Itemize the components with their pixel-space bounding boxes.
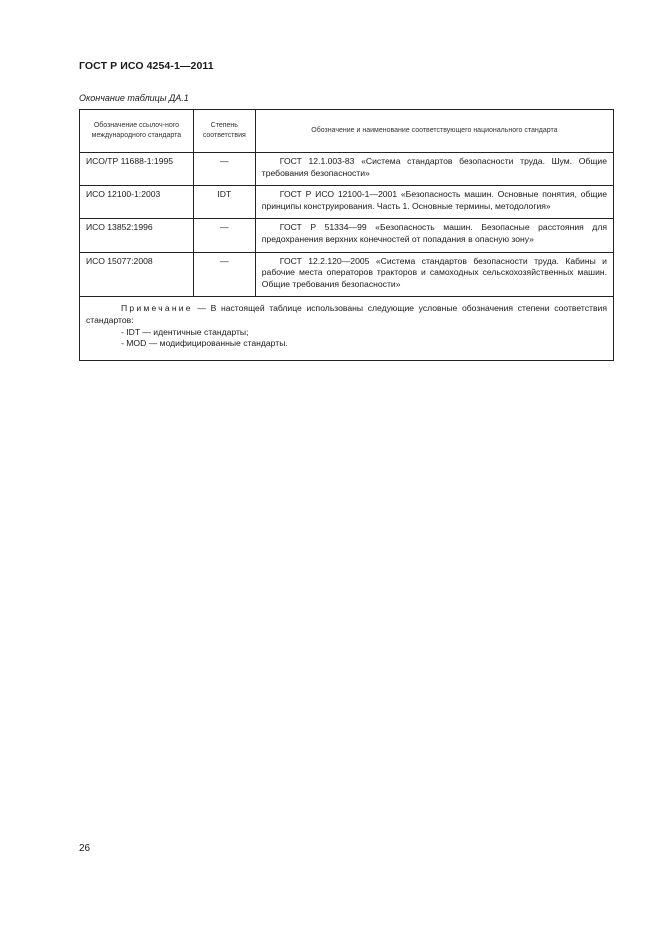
national-standard-cell: ГОСТ Р ИСО 12100-1—2001 «Безопасность машин. Основные понятия, общие принципы конструирования. Часть 1. Основные термины, методология» <box>255 186 613 219</box>
note-item-idt: - IDT — идентичные стандарты; <box>121 326 249 337</box>
table-row <box>80 153 614 186</box>
note-item-mod: - MOD — модифицированные стандарты. <box>121 338 288 349</box>
note-text: — В настоящей таблице использованы следующие условные обозначения степени соответствия стандартов: <box>86 303 607 325</box>
table-header-row <box>80 110 614 153</box>
document-header: ГОСТ Р ИСО 4254-1—2011 <box>79 60 214 72</box>
international-standard-cell: ИСО/ТР 11688-1:1995 <box>80 153 194 186</box>
national-standard-cell: ГОСТ Р 51334—99 «Безопасность машин. Безопасные расстояния для предохранения верхних конечностей от попадания в опасную зону» <box>255 219 613 252</box>
table-caption: Окончание таблицы ДА.1 <box>79 93 189 103</box>
table-row <box>80 186 614 219</box>
header-degree-of-conformity: Степень соответствия <box>193 110 255 153</box>
degree-cell: IDT <box>193 186 255 219</box>
reference-table <box>79 109 614 361</box>
header-national-standard: Обозначение и наименование соответствующего национального стандарта <box>255 110 613 153</box>
table-note-row <box>80 297 614 360</box>
table-row <box>80 252 614 297</box>
degree-cell: — <box>193 219 255 252</box>
national-standard-cell: ГОСТ 12.2.120—2005 «Система стандартов безопасности труда. Кабины и рабочие места операторов тракторов и самоходных сельскохозяйственных машин. Общие требования безопасности» <box>255 252 613 297</box>
table-note <box>80 297 614 360</box>
degree-cell: — <box>193 252 255 297</box>
international-standard-cell: ИСО 15077:2008 <box>80 252 194 297</box>
note-paragraph <box>86 303 607 326</box>
header-international-standard: Обозначение ссылоч-ного международного стандарта <box>80 110 194 153</box>
table-row <box>80 219 614 252</box>
note-label: Примечание <box>121 303 193 314</box>
national-standard-cell: ГОСТ 12.1.003-83 «Система стандартов безопасности труда. Шум. Общие требования безопасности» <box>255 153 613 186</box>
international-standard-cell: ИСО 12100-1:2003 <box>80 186 194 219</box>
degree-cell: — <box>193 153 255 186</box>
international-standard-cell: ИСО 13852:1996 <box>80 219 194 252</box>
page-number: 26 <box>79 843 91 854</box>
